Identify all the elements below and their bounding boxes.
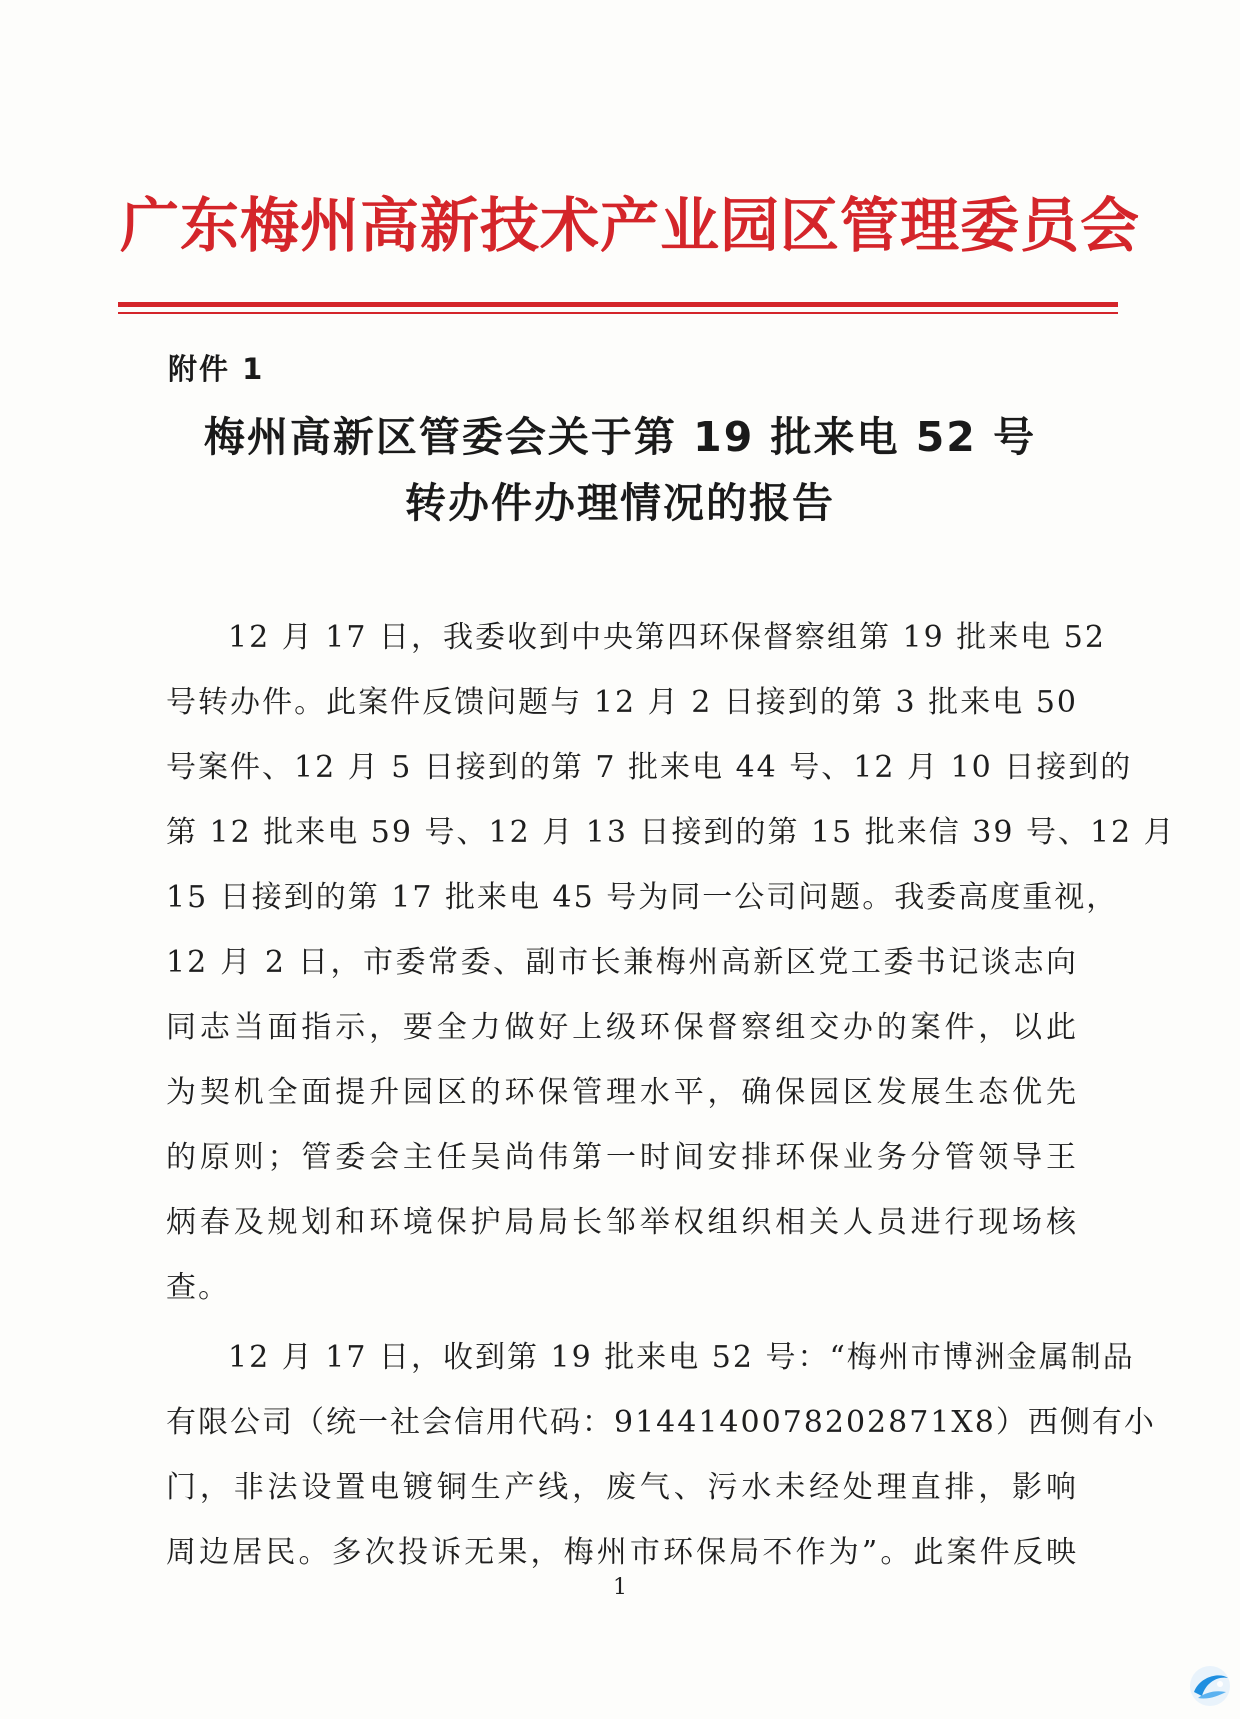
body-line: 炳春及规划和环境保护局局长邹举权组织相关人员进行现场核 bbox=[166, 1205, 1078, 1240]
body-line: 12 月 17 日，我委收到中央第四环保督察组第 19 批来电 52 bbox=[228, 620, 1106, 655]
body-line: 12 月 17 日，收到第 19 批来电 52 号：“梅州市博洲金属制品 bbox=[228, 1340, 1135, 1375]
red-divider-thick bbox=[118, 302, 1118, 307]
body-line: 同志当面指示，要全力做好上级环保督察组交办的案件，以此 bbox=[166, 1010, 1078, 1045]
swirl-logo-icon bbox=[1186, 1662, 1234, 1710]
red-divider-thin bbox=[118, 312, 1118, 314]
body-line: 15 日接到的第 17 批来电 45 号为同一公司问题。我委高度重视， bbox=[166, 880, 1119, 915]
body-line: 查。 bbox=[166, 1270, 230, 1305]
body-line: 门，非法设置电镀铜生产线，废气、污水未经处理直排，影响 bbox=[166, 1470, 1078, 1505]
body-line: 为契机全面提升园区的环保管理水平，确保园区发展生态优先 bbox=[166, 1075, 1078, 1110]
body-line: 的原则；管委会主任吴尚伟第一时间安排环保业务分管领导王 bbox=[166, 1140, 1078, 1175]
body-line: 12 月 2 日，市委常委、副市长兼梅州高新区党工委书记谈志向 bbox=[166, 945, 1078, 980]
document-title-line-2: 转办件办理情况的报告 bbox=[405, 479, 835, 527]
body-line: 号转办件。此案件反馈问题与 12 月 2 日接到的第 3 批来电 50 bbox=[166, 685, 1078, 720]
attachment-label: 附件 1 bbox=[168, 352, 265, 386]
body-line: 有限公司（统一社会信用代码：9144140078202871X8）西侧有小 bbox=[166, 1405, 1156, 1440]
body-line: 周边居民。多次投诉无果，梅州市环保局不作为”。此案件反映 bbox=[166, 1535, 1078, 1570]
page-number: 1 bbox=[613, 1575, 627, 1600]
body-line: 第 12 批来电 59 号、12 月 13 日接到的第 15 批来信 39 号、12 月 bbox=[166, 815, 1176, 850]
organization-header: 广东梅州高新技术产业园区管理委员会 bbox=[120, 191, 1141, 260]
document-title-line-1: 梅州高新区管委会关于第 19 批来电 52 号 bbox=[203, 413, 1037, 461]
body-line: 号案件、12 月 5 日接到的第 7 批来电 44 号、12 月 10 日接到的 bbox=[166, 750, 1133, 785]
